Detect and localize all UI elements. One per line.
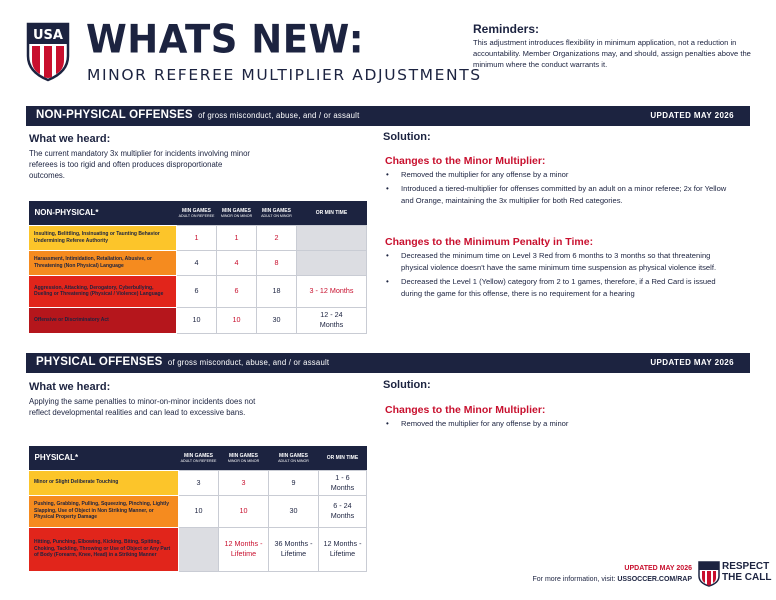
cell-min-time: 1 - 6 Months [319, 470, 367, 495]
physical-bar-subtitle: of gross misconduct, abuse, and / or assault [167, 358, 330, 367]
table-row [29, 470, 367, 495]
physical-solution-title: Solution: [383, 379, 431, 391]
table-header-col1 [177, 201, 217, 225]
cell-minor-on-minor: 4 [217, 250, 257, 275]
physical-heard-text: Applying the same penalties to minor-on-minor incidents does not reflect developmental realities and can lead to excessive bans. [29, 397, 256, 417]
cell-min-time: 6 - 24 Months [319, 495, 367, 527]
col3-sub: ADULT ON MINOR [278, 458, 309, 463]
physical-change1-title: Changes to the Minor Multiplier: [385, 404, 546, 416]
col3-sub: ADULT ON MINOR [261, 213, 292, 218]
physical-table [28, 446, 367, 572]
cell-adult-on-minor: 18 [257, 275, 297, 307]
cell-adult-on-referee: 1 [177, 225, 217, 250]
table-row [29, 225, 367, 250]
list-item: • Decreased the minimum time on Level 3 Red from 6 months to 3 months so that threatening physical violence doesn't have the same minimum time suspension as physical violence itself. [383, 250, 733, 274]
table-header-category: NON-PHYSICAL* [29, 201, 177, 225]
row-category-dark-red: Offensive or Discriminatory Act [29, 307, 177, 333]
table-header-col2 [219, 446, 269, 470]
nonphysical-bar-title: NON-PHYSICAL OFFENSES [36, 109, 193, 121]
cell-adult-on-referee: 3 [179, 470, 219, 495]
page-title: WHATS NEW: [86, 16, 365, 63]
list-item: • Introduced a tiered-multiplier for offenses committed by an adult on a minor referee; 2x for Yellow and Orange, maintaining the 3x multiplier for both Red categories. [383, 183, 733, 207]
crest-text: USA [33, 28, 63, 43]
table-row [29, 495, 367, 527]
cell-adult-on-referee: 6 [177, 275, 217, 307]
cell-minor-on-minor: 3 [219, 470, 269, 495]
table-header-row [29, 446, 367, 470]
footer-info [533, 576, 693, 583]
table-header-col1 [179, 446, 219, 470]
table-row [29, 307, 367, 333]
row-category-orange: Pushing, Grabbing, Pulling, Squeezing, Pinching, Lightly Slapping, Use of Object in Non Striking Manner, or Physical Property Damage [29, 495, 179, 527]
table-header-col3 [257, 201, 297, 225]
table-row [29, 275, 367, 307]
nonphysical-change1-list [383, 169, 733, 209]
table-header-row [29, 201, 367, 225]
row-category-red: Hitting, Punching, Elbowing, Kicking, Biting, Spitting, Choking, Tackling, Throwing or Use of Object or Any Part of Body (Forearm, Knee, Head) in a Striking Manner [29, 527, 179, 571]
footer-link[interactable]: USSOCCER.COM/RAP [617, 576, 692, 583]
cell-min-time: 12 Months - Lifetime [319, 527, 367, 571]
table-header-col3 [269, 446, 319, 470]
cell-min-time [297, 250, 367, 275]
nonphysical-bar-subtitle: of gross misconduct, abuse, and / or assault [198, 111, 360, 120]
nonphysical-heard-title: What we heard: [29, 133, 111, 145]
cell-adult-on-referee [179, 527, 219, 571]
physical-updated-label: UPDATED MAY 2026 [650, 358, 734, 367]
nonphysical-updated-label: UPDATED MAY 2026 [650, 111, 734, 120]
cell-minor-on-minor: 1 [217, 225, 257, 250]
nonphysical-section-bar [26, 106, 750, 126]
col1-label: MIN GAMES [182, 207, 211, 214]
nonphysical-table [28, 201, 367, 334]
reminders-title: Reminders: [473, 22, 540, 36]
cell-adult-on-minor: 30 [269, 495, 319, 527]
reminders-text: This adjustment introduces flexibility in minimum application, not a reduction in accountability. Member Organizations may, and should, assign penalties above the minimum where the conduct warrants it. [473, 38, 751, 69]
respect-the-call-wordmark [722, 561, 771, 583]
cell-adult-on-minor: 30 [257, 307, 297, 333]
nonphysical-solution-title: Solution: [383, 131, 431, 143]
list-item: • Removed the multiplier for any offense by a minor [383, 418, 733, 430]
cell-minor-on-minor: 10 [219, 495, 269, 527]
col2-sub: MINOR ON MINOR [227, 458, 260, 463]
cell-min-time [297, 225, 367, 250]
physical-bar-title-wrap [36, 356, 329, 368]
cell-min-time: 12 - 24 Months [297, 307, 367, 333]
cell-minor-on-minor: 6 [217, 275, 257, 307]
col2-label: MIN GAMES [222, 207, 251, 214]
col3-label: MIN GAMES [279, 452, 308, 459]
cell-min-time: 3 - 12 Months [297, 275, 367, 307]
nonphysical-change2-title: Changes to the Minimum Penalty in Time: [385, 236, 594, 248]
nonphysical-change1-title: Changes to the Minor Multiplier: [385, 155, 546, 167]
rtc-line2: THE CALL [722, 572, 772, 583]
cell-minor-on-minor: 10 [217, 307, 257, 333]
list-item: • Removed the multiplier for any offense by a minor [383, 169, 733, 181]
footer-updated: UPDATED MAY 2026 [624, 565, 692, 572]
respect-the-call-crest-icon [698, 561, 720, 587]
cell-adult-on-referee: 4 [177, 250, 217, 275]
nonphysical-heard-text: The current mandatory 3x multiplier for incidents involving minor referees is too rigid and often produces disproportionate outcomes. [29, 149, 251, 180]
col2-sub: MINOR ON MINOR [220, 213, 253, 218]
physical-heard-title: What we heard: [29, 381, 111, 393]
physical-bar-title: PHYSICAL OFFENSES [36, 356, 163, 368]
list-item: • Decreased the Level 1 (Yellow) category from 2 to 1 games, therefore, if a Red Card is issued during the game for this offense, there is no requirement for a hearing [383, 276, 733, 300]
footer-info-prefix: For more information, visit: [532, 576, 616, 583]
table-header-col4: OR MIN TIME [319, 446, 367, 470]
col1-label: MIN GAMES [184, 452, 213, 459]
cell-adult-on-minor: 36 Months - Lifetime [269, 527, 319, 571]
row-category-yellow: Minor or Slight Deliberate Touching [29, 470, 179, 495]
us-soccer-crest-logo [26, 22, 70, 82]
cell-adult-on-minor: 9 [269, 470, 319, 495]
cell-adult-on-minor: 2 [257, 225, 297, 250]
col3-label: MIN GAMES [262, 207, 291, 214]
table-row [29, 250, 367, 275]
physical-section-bar [26, 353, 750, 373]
physical-change1-list [383, 418, 733, 432]
table-header-col4: OR MIN TIME [297, 201, 367, 225]
cell-adult-on-referee: 10 [179, 495, 219, 527]
table-row [29, 527, 367, 571]
col1-sub: ADULT ON REFEREE [178, 213, 215, 218]
nonphysical-bar-title-wrap [36, 109, 359, 121]
page-subtitle: MINOR REFEREE MULTIPLIER ADJUSTMENTS [87, 66, 482, 84]
col1-sub: ADULT ON REFEREE [180, 458, 217, 463]
table-header-col2 [217, 201, 257, 225]
nonphysical-change2-list [383, 250, 733, 302]
cell-minor-on-minor: 12 Months - Lifetime [219, 527, 269, 571]
row-category-yellow: Insulting, Belittling, Insinuating or Taunting Behavior Undermining Referee Authority [29, 225, 177, 250]
row-category-orange: Harassment, Intimidation, Retaliation, Abusive, or Threatening (Non Physical) Language [29, 250, 177, 275]
cell-adult-on-referee: 10 [177, 307, 217, 333]
table-header-category: PHYSICAL* [29, 446, 179, 470]
rtc-line1: RESPECT [722, 561, 770, 572]
cell-adult-on-minor: 8 [257, 250, 297, 275]
col2-label: MIN GAMES [229, 452, 258, 459]
row-category-red: Aggression, Attacking, Derogatory, Cyberbullying, Dueling or Threatening (Physical / Violence) Language [29, 275, 177, 307]
